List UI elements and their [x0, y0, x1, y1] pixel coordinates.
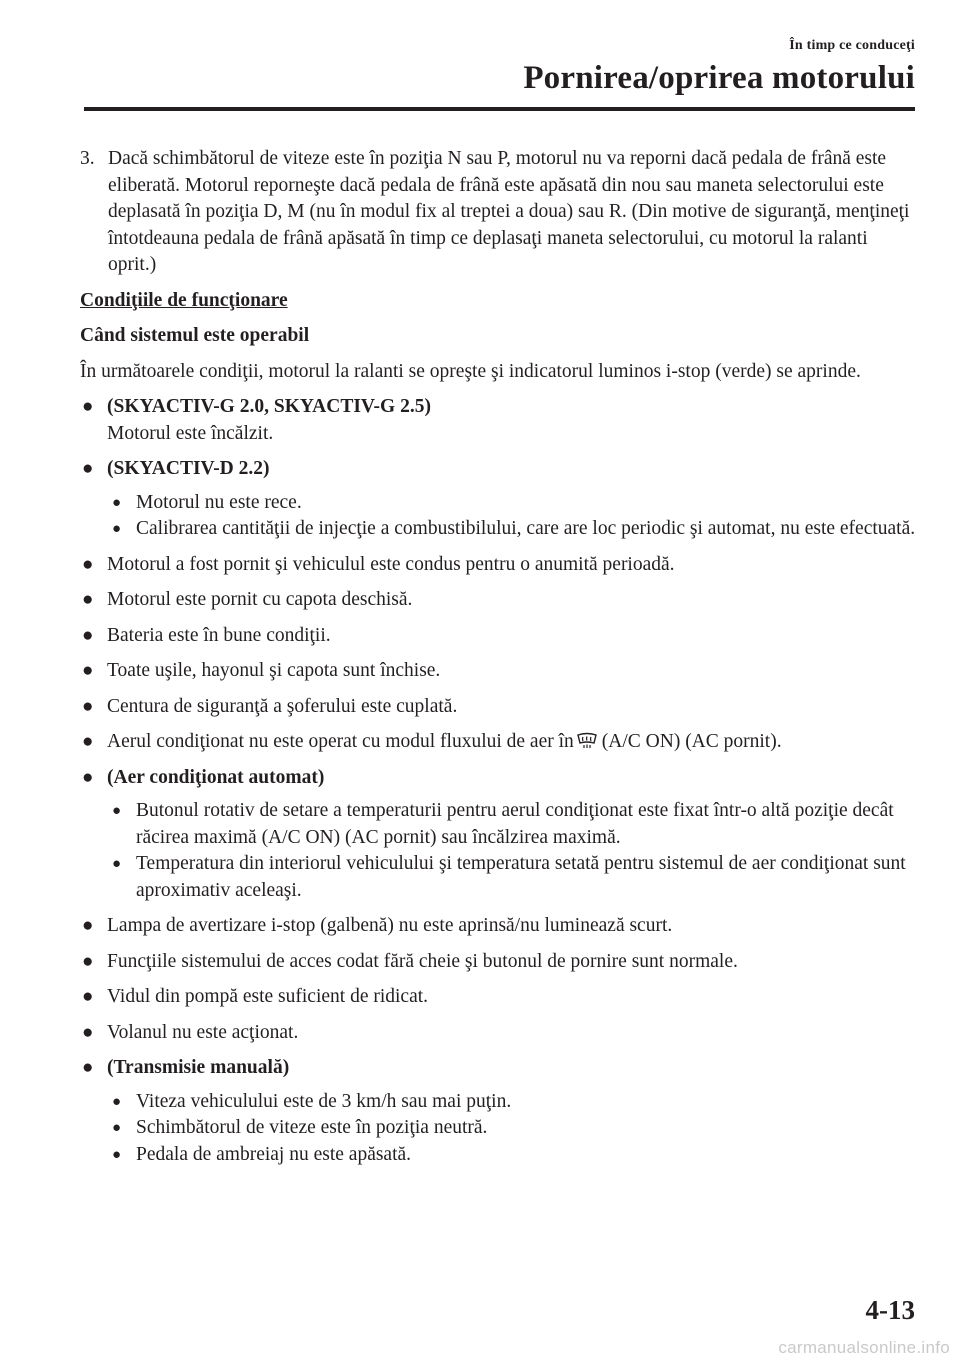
list-item: [80, 984, 920, 1011]
list-item-heading: (Aer condiţionat automat): [107, 766, 325, 788]
sub-bullet-icon: ●: [112, 803, 122, 819]
bullet-icon: ●: [82, 766, 94, 788]
bullet-icon: ●: [82, 624, 94, 646]
list-item: [80, 729, 920, 756]
sub-list: [107, 798, 920, 904]
sub-list-item-text: Schimbătorul de viteze este în poziţia neutră.: [136, 1117, 488, 1138]
header-rule: [84, 107, 915, 111]
page-number: 4-13: [865, 1295, 915, 1325]
list-item-text: Motorul este încălzit.: [107, 422, 274, 444]
intro-paragraph: În următoarele condiţii, motorul la ralanti se opreşte şi indicatorul luminos i-stop (verde) se aprinde.: [80, 360, 861, 382]
sub-list-item: [107, 851, 920, 904]
bullet-icon: ●: [82, 950, 94, 972]
bullet-icon: ●: [82, 731, 94, 752]
bullet-icon: ●: [82, 553, 94, 575]
list-item: [80, 694, 920, 721]
bullet-icon: ●: [82, 660, 94, 681]
page-content: [80, 146, 920, 1177]
sub-bullet-icon: ●: [112, 1120, 122, 1136]
sub-list-item-text: Pedala de ambreiaj nu este apăsată.: [136, 1143, 412, 1165]
list-item-text: Funcţiile sistemului de acces codat fără cheie şi butonul de pornire sunt normale.: [107, 950, 738, 972]
list-item: [80, 949, 920, 976]
list-item-heading: (SKYACTIV-G 2.0, SKYACTIV-G 2.5): [107, 396, 431, 417]
sub-list-item: [107, 516, 920, 543]
list-item-text: Toate uşile, hayonul şi capota sunt închise.: [107, 660, 441, 681]
list-item: [80, 1020, 920, 1047]
list-item-text: Vidul din pompă este suficient de ridicat.: [107, 986, 429, 1007]
watermark: carmanualsonline.info: [778, 1338, 950, 1357]
step-3: [80, 146, 920, 279]
subsection-title: Când sistemul este operabil: [80, 325, 310, 346]
list-item: [80, 552, 920, 579]
list-item-heading: (SKYACTIV-D 2.2): [107, 458, 270, 479]
list-item: [80, 765, 920, 905]
list-item-text: Aerul condiţionat nu este operat cu modul fluxului de aer în: [107, 731, 574, 752]
list-item-text: Bateria este în bune condiţii.: [107, 624, 331, 646]
step-text: Dacă schimbătorul de viteze este în poziţia N sau P, motorul nu va reporni dacă pedala de frână este eliberată. Motorul reporneşte dacă pedala de frână este apăsată din nou sau maneta selectorului este deplasată în poziţia D, M (nu în modul fix al treptei a doua) sau R. (Din motive de siguranţă, menţineţi întotdeauna pedala de frână apăsată în timp ce deplasaţi maneta selectorului, cu motorul la ralanti oprit.): [108, 148, 910, 275]
sub-list-item: [107, 1115, 920, 1142]
bullet-icon: ●: [82, 915, 94, 936]
page-title: Pornirea/oprirea motorului: [523, 60, 915, 96]
list-item: [80, 623, 920, 650]
list-item: [80, 587, 920, 614]
sub-list-item-text: Viteza vehiculului este de 3 km/h sau mai puţin.: [136, 1090, 512, 1112]
sub-list-item-text: Motorul nu este rece.: [136, 491, 302, 513]
bullet-icon: ●: [82, 1021, 94, 1043]
list-item-heading: (Transmisie manuală): [107, 1057, 290, 1078]
list-item-text-end: (A/C ON) (AC pornit).: [601, 731, 782, 752]
list-item: [80, 913, 920, 940]
list-item: [80, 658, 920, 685]
sub-list-item: [107, 1142, 920, 1169]
sub-list-item-text: Butonul rotativ de setare a temperaturii pentru aerul condiţionat este fixat într-o altă poziţie decât răcirea maximă (A/C ON) (AC pornit) sau încălzirea maximă.: [136, 800, 894, 848]
bullet-icon: ●: [82, 589, 94, 610]
list-item-text: Centura de siguranţă a şoferului este cuplată.: [107, 695, 458, 717]
sub-bullet-icon: ●: [112, 494, 122, 511]
list-item-text: Lampa de avertizare i-stop (galbenă) nu este aprinsă/nu luminează scurt.: [107, 915, 673, 936]
bullet-icon: ●: [82, 458, 94, 479]
sub-list: [107, 1089, 920, 1169]
sub-bullet-icon: ●: [112, 1146, 122, 1163]
bullet-icon: ●: [82, 986, 94, 1007]
list-item: [80, 394, 920, 447]
sub-list: [107, 490, 920, 543]
list-item-text: Motorul este pornit cu capota deschisă.: [107, 589, 413, 610]
sub-list-item-text: Calibrarea cantităţii de injecţie a combustibilului, care are loc periodic şi automat, nu este efectuată.: [136, 518, 916, 539]
sub-list-item-text: Temperatura din interiorul vehiculului şi temperatura setată pentru sistemul de aer condiţionat sunt aproximativ aceleaşi.: [136, 853, 906, 901]
list-item: [80, 1055, 920, 1168]
header-subtitle: În timp ce conduceţi: [789, 38, 915, 53]
windshield-defroster-icon: [576, 731, 598, 749]
bullet-icon: ●: [82, 695, 94, 717]
sub-list-item: [107, 798, 920, 851]
list-item-text: Volanul nu este acţionat.: [107, 1021, 299, 1043]
list-item-text: Motorul a fost pornit şi vehiculul este condus pentru o anumită perioadă.: [107, 553, 675, 575]
bullet-icon: ●: [82, 396, 94, 417]
sub-bullet-icon: ●: [112, 1093, 122, 1110]
sub-list-item: [107, 1089, 920, 1116]
step-number: 3.: [80, 148, 95, 169]
bullet-icon: ●: [82, 1057, 94, 1078]
sub-bullet-icon: ●: [112, 521, 122, 537]
sub-list-item: [107, 490, 920, 517]
sub-bullet-icon: ●: [112, 856, 122, 872]
section-title: Condiţiile de funcţionare: [80, 289, 288, 311]
list-item: [80, 456, 920, 543]
